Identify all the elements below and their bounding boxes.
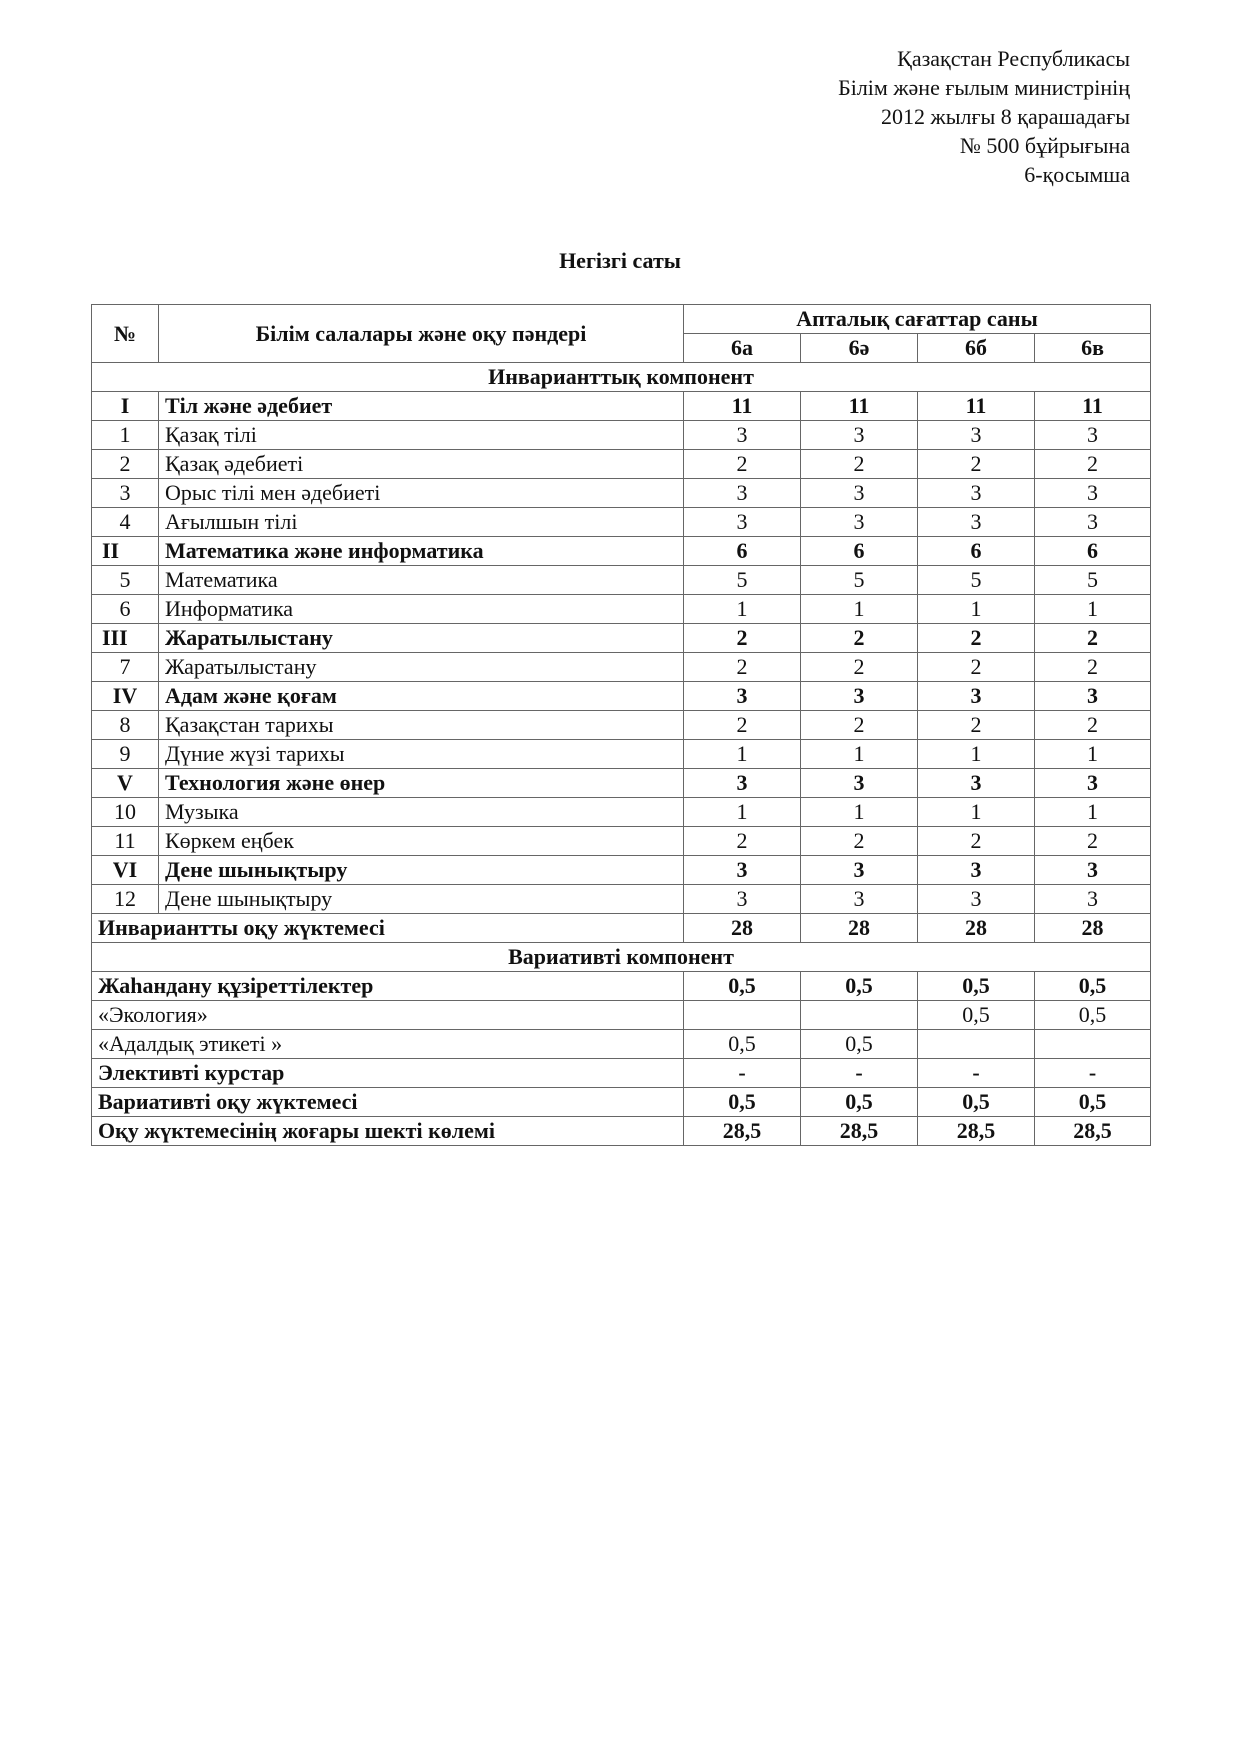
subject-name-cell: Қазақстан тарихы bbox=[159, 711, 684, 740]
row-number-cell: 11 bbox=[92, 827, 159, 856]
variative-name-cell: Жаһандану құзіреттілектер bbox=[92, 972, 684, 1001]
hours-cell: 11 bbox=[918, 392, 1035, 421]
hours-cell: 2 bbox=[684, 450, 801, 479]
hours-cell: 2 bbox=[684, 827, 801, 856]
hours-cell bbox=[1035, 1030, 1151, 1059]
column-header-class: 6ә bbox=[801, 334, 918, 363]
row-number-cell: 3 bbox=[92, 479, 159, 508]
table-header-row bbox=[92, 305, 1151, 334]
hours-cell: 3 bbox=[918, 682, 1035, 711]
hours-cell: 1 bbox=[1035, 740, 1151, 769]
variative-row bbox=[92, 972, 1151, 1001]
hours-cell: 1 bbox=[801, 740, 918, 769]
hours-cell: 1 bbox=[684, 595, 801, 624]
hours-cell bbox=[801, 1001, 918, 1030]
hours-cell: 0,5 bbox=[1035, 972, 1151, 1001]
hours-cell: 28 bbox=[1035, 914, 1151, 943]
table-row bbox=[92, 740, 1151, 769]
hours-cell: - bbox=[684, 1059, 801, 1088]
hours-cell: 11 bbox=[801, 392, 918, 421]
subject-name-cell: Тіл және әдебиет bbox=[159, 392, 684, 421]
hours-cell: 3 bbox=[918, 856, 1035, 885]
row-number-cell: II bbox=[92, 537, 159, 566]
hours-cell: 2 bbox=[1035, 711, 1151, 740]
table-section-row bbox=[92, 392, 1151, 421]
hours-cell: 1 bbox=[801, 595, 918, 624]
hours-cell: 1 bbox=[918, 595, 1035, 624]
table-row bbox=[92, 450, 1151, 479]
column-header-weekly-hours: Апталық сағаттар саны bbox=[684, 305, 1151, 334]
hours-cell: 3 bbox=[801, 769, 918, 798]
hours-cell: 2 bbox=[801, 624, 918, 653]
hours-cell: 3 bbox=[684, 508, 801, 537]
hours-cell: 11 bbox=[1035, 392, 1151, 421]
section-invariant-label: Инварианттық компонент bbox=[92, 363, 1151, 392]
hours-cell: 0,5 bbox=[918, 1001, 1035, 1030]
hours-cell: 3 bbox=[684, 885, 801, 914]
hours-cell: 6 bbox=[918, 537, 1035, 566]
header-line: Білім және ғылым министрінің bbox=[838, 75, 1130, 100]
hours-cell: 28,5 bbox=[918, 1117, 1035, 1146]
table-row bbox=[92, 508, 1151, 537]
invariant-total-row bbox=[92, 914, 1151, 943]
hours-cell: 3 bbox=[801, 856, 918, 885]
hours-cell: 3 bbox=[684, 682, 801, 711]
hours-cell: 1 bbox=[684, 798, 801, 827]
hours-cell: 1 bbox=[1035, 595, 1151, 624]
variative-name-cell: «Адалдық этикеті » bbox=[92, 1030, 684, 1059]
subject-name-cell: Дүние жүзі тарихы bbox=[159, 740, 684, 769]
hours-cell: 2 bbox=[801, 450, 918, 479]
subject-name-cell: Математика және информатика bbox=[159, 537, 684, 566]
invariant-total-label: Инвариантты оқу жүктемесі bbox=[92, 914, 684, 943]
row-number-cell: 8 bbox=[92, 711, 159, 740]
hours-cell: 3 bbox=[684, 479, 801, 508]
subject-name-cell: Адам және қоғам bbox=[159, 682, 684, 711]
row-number-cell: 10 bbox=[92, 798, 159, 827]
row-number-cell: 2 bbox=[92, 450, 159, 479]
variative-name-cell: Вариативті оқу жүктемесі bbox=[92, 1088, 684, 1117]
row-number-cell: I bbox=[92, 392, 159, 421]
hours-cell: - bbox=[801, 1059, 918, 1088]
hours-cell bbox=[684, 1001, 801, 1030]
hours-cell: - bbox=[918, 1059, 1035, 1088]
hours-cell: 0,5 bbox=[801, 1088, 918, 1117]
hours-cell: 5 bbox=[801, 566, 918, 595]
hours-cell: - bbox=[1035, 1059, 1151, 1088]
hours-cell: 11 bbox=[684, 392, 801, 421]
section-invariant-row bbox=[92, 363, 1151, 392]
hours-cell: 2 bbox=[801, 653, 918, 682]
subject-name-cell: Қазақ тілі bbox=[159, 421, 684, 450]
column-header-class: 6в bbox=[1035, 334, 1151, 363]
hours-cell: 3 bbox=[801, 682, 918, 711]
table-section-row bbox=[92, 769, 1151, 798]
row-number-cell: 7 bbox=[92, 653, 159, 682]
row-number-cell: III bbox=[92, 624, 159, 653]
hours-cell: 2 bbox=[918, 653, 1035, 682]
column-header-number: № bbox=[92, 305, 159, 363]
table-row bbox=[92, 827, 1151, 856]
hours-cell: 0,5 bbox=[1035, 1001, 1151, 1030]
hours-cell: 2 bbox=[1035, 653, 1151, 682]
hours-cell: 0,5 bbox=[684, 972, 801, 1001]
hours-cell: 0,5 bbox=[918, 972, 1035, 1001]
subject-name-cell: Математика bbox=[159, 566, 684, 595]
hours-cell: 28 bbox=[801, 914, 918, 943]
hours-cell: 0,5 bbox=[801, 1030, 918, 1059]
hours-cell: 0,5 bbox=[684, 1030, 801, 1059]
hours-cell: 2 bbox=[1035, 624, 1151, 653]
header-line: 2012 жылғы 8 қарашадағы bbox=[881, 104, 1130, 129]
hours-cell: 3 bbox=[801, 885, 918, 914]
variative-row bbox=[92, 1088, 1151, 1117]
hours-cell: 3 bbox=[801, 479, 918, 508]
subject-name-cell: Жаратылыстану bbox=[159, 624, 684, 653]
variative-row bbox=[92, 1030, 1151, 1059]
hours-cell: 1 bbox=[918, 798, 1035, 827]
hours-cell: 3 bbox=[1035, 508, 1151, 537]
hours-cell: 0,5 bbox=[684, 1088, 801, 1117]
row-number-cell: 6 bbox=[92, 595, 159, 624]
row-number-cell: 12 bbox=[92, 885, 159, 914]
variative-row bbox=[92, 1059, 1151, 1088]
document-title: Негізгі саты bbox=[559, 248, 681, 273]
subject-name-cell: Жаратылыстану bbox=[159, 653, 684, 682]
hours-cell: 28 bbox=[918, 914, 1035, 943]
hours-cell: 3 bbox=[918, 885, 1035, 914]
hours-cell: 6 bbox=[684, 537, 801, 566]
table-section-row bbox=[92, 856, 1151, 885]
variative-name-cell: Элективті курстар bbox=[92, 1059, 684, 1088]
variative-row bbox=[92, 1117, 1151, 1146]
hours-cell: 0,5 bbox=[918, 1088, 1035, 1117]
header-line: Қазақстан Республикасы bbox=[897, 46, 1130, 71]
hours-cell: 3 bbox=[801, 508, 918, 537]
hours-cell: 3 bbox=[684, 421, 801, 450]
hours-cell: 2 bbox=[801, 711, 918, 740]
hours-cell bbox=[918, 1030, 1035, 1059]
hours-cell: 2 bbox=[684, 653, 801, 682]
hours-cell: 2 bbox=[801, 827, 918, 856]
table-section-row bbox=[92, 682, 1151, 711]
section-variative-row bbox=[92, 943, 1151, 972]
hours-cell: 3 bbox=[1035, 769, 1151, 798]
row-number-cell: IV bbox=[92, 682, 159, 711]
hours-cell: 3 bbox=[801, 421, 918, 450]
subject-name-cell: Орыс тілі мен әдебиеті bbox=[159, 479, 684, 508]
hours-cell: 3 bbox=[684, 769, 801, 798]
hours-cell: 2 bbox=[684, 624, 801, 653]
hours-cell: 0,5 bbox=[1035, 1088, 1151, 1117]
row-number-cell: VI bbox=[92, 856, 159, 885]
hours-cell: 3 bbox=[1035, 856, 1151, 885]
table-row bbox=[92, 421, 1151, 450]
hours-cell: 3 bbox=[1035, 885, 1151, 914]
hours-cell: 2 bbox=[918, 450, 1035, 479]
hours-cell: 2 bbox=[918, 827, 1035, 856]
subject-name-cell: Информатика bbox=[159, 595, 684, 624]
subject-name-cell: Дене шынықтыру bbox=[159, 856, 684, 885]
hours-cell: 3 bbox=[1035, 421, 1151, 450]
row-number-cell: V bbox=[92, 769, 159, 798]
hours-cell: 28,5 bbox=[1035, 1117, 1151, 1146]
hours-cell: 3 bbox=[918, 479, 1035, 508]
hours-cell: 1 bbox=[1035, 798, 1151, 827]
hours-cell: 0,5 bbox=[801, 972, 918, 1001]
order-reference-header bbox=[610, 44, 1130, 189]
hours-cell: 2 bbox=[684, 711, 801, 740]
subject-name-cell: Дене шынықтыру bbox=[159, 885, 684, 914]
hours-cell: 2 bbox=[1035, 450, 1151, 479]
table-row bbox=[92, 711, 1151, 740]
hours-cell: 1 bbox=[801, 798, 918, 827]
row-number-cell: 4 bbox=[92, 508, 159, 537]
row-number-cell: 9 bbox=[92, 740, 159, 769]
hours-cell: 3 bbox=[918, 508, 1035, 537]
hours-cell: 2 bbox=[918, 624, 1035, 653]
hours-cell: 1 bbox=[684, 740, 801, 769]
subject-name-cell: Музыка bbox=[159, 798, 684, 827]
hours-cell: 3 bbox=[918, 769, 1035, 798]
hours-cell: 3 bbox=[684, 856, 801, 885]
row-number-cell: 5 bbox=[92, 566, 159, 595]
hours-cell: 5 bbox=[1035, 566, 1151, 595]
table-row bbox=[92, 653, 1151, 682]
hours-cell: 6 bbox=[1035, 537, 1151, 566]
table-row bbox=[92, 885, 1151, 914]
header-line: 6-қосымша bbox=[1024, 162, 1130, 187]
table-row bbox=[92, 595, 1151, 624]
hours-cell: 28 bbox=[684, 914, 801, 943]
hours-cell: 2 bbox=[1035, 827, 1151, 856]
hours-cell: 1 bbox=[918, 740, 1035, 769]
subject-name-cell: Технология және өнер bbox=[159, 769, 684, 798]
subject-name-cell: Қазақ әдебиеті bbox=[159, 450, 684, 479]
table-row bbox=[92, 798, 1151, 827]
hours-cell: 3 bbox=[1035, 479, 1151, 508]
curriculum-table bbox=[91, 304, 1151, 1146]
hours-cell: 28,5 bbox=[801, 1117, 918, 1146]
table-section-row bbox=[92, 537, 1151, 566]
column-header-class: 6а bbox=[684, 334, 801, 363]
hours-cell: 5 bbox=[684, 566, 801, 595]
variative-name-cell: Оқу жүктемесінің жоғары шекті көлемі bbox=[92, 1117, 684, 1146]
hours-cell: 3 bbox=[1035, 682, 1151, 711]
subject-name-cell: Көркем еңбек bbox=[159, 827, 684, 856]
variative-name-cell: «Экология» bbox=[92, 1001, 684, 1030]
hours-cell: 28,5 bbox=[684, 1117, 801, 1146]
row-number-cell: 1 bbox=[92, 421, 159, 450]
hours-cell: 2 bbox=[918, 711, 1035, 740]
subject-name-cell: Ағылшын тілі bbox=[159, 508, 684, 537]
hours-cell: 3 bbox=[918, 421, 1035, 450]
column-header-subject: Білім салалары және оқу пәндері bbox=[159, 305, 684, 363]
section-variative-label: Вариативті компонент bbox=[92, 943, 1151, 972]
header-line: № 500 бұйрығына bbox=[959, 133, 1130, 158]
table-section-row bbox=[92, 624, 1151, 653]
column-header-class: 6б bbox=[918, 334, 1035, 363]
hours-cell: 5 bbox=[918, 566, 1035, 595]
table-row bbox=[92, 566, 1151, 595]
variative-row bbox=[92, 1001, 1151, 1030]
table-row bbox=[92, 479, 1151, 508]
hours-cell: 6 bbox=[801, 537, 918, 566]
